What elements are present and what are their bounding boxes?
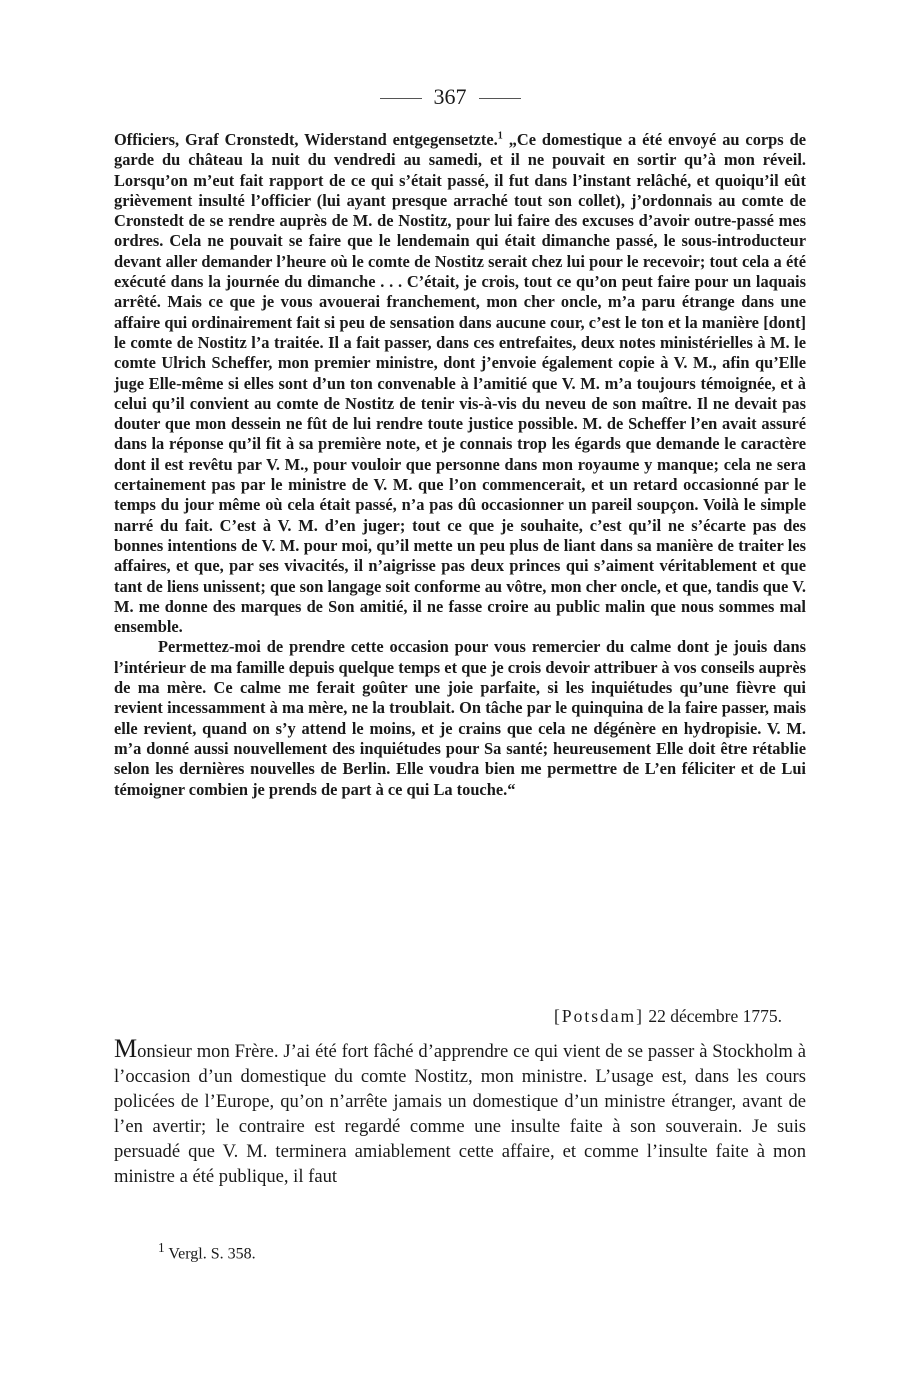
reply-initial: M [114, 1034, 138, 1063]
letter-paragraph-1 [114, 130, 806, 637]
letter-excerpt [114, 130, 806, 800]
footnote-marker: 1 [158, 1240, 165, 1255]
reply-paragraph [114, 1036, 806, 1190]
reply-text: onsieur mon Frère. J’ai été fort fâché d’apprendre ce qui vient de se passer à Stockholm à l’occasion d’un domestique du comte Nostitz, mon ministre. L’usage est, dans les cours policées de l’Europe, qu’on n’arrête jamais un domestique d’un ministre étranger, avant de l’en avertir; le contraire est regardé comme une insulte faite à son souverain. Je suis persuadé que V. M. terminera amiablement cette affaire, et comme l’insulte faite à mon ministre a été publique, il faut [114, 1041, 806, 1188]
dateline [554, 1004, 782, 1028]
page-number: 367 [433, 84, 467, 109]
page-header [0, 82, 900, 112]
footnote-reference: 1 [497, 130, 503, 142]
paragraph-1-opening: Officiers, Graf Cronstedt, Widerstand entgegensetzte. [114, 130, 498, 149]
header-rule-right [479, 98, 521, 99]
dateline-place: [Potsdam] [554, 1006, 644, 1026]
dateline-date: 22 décembre 1775. [643, 1006, 782, 1026]
reply-letter [114, 1036, 806, 1190]
footnote-text: Vergl. S. 358. [164, 1245, 256, 1263]
paragraph-1-body: „Ce domestique a été envoyé au corps de garde du château la nuit du vendredi au samedi, et il ne pouvait en sortir qu’à mon réveil. Lorsqu’on m’eut fait rapport de ce qui s’était passé, il fut dans l’instant relâché, et quoiqu’il eût grièvement insulté l’officier (lui ayant presque arraché tout son collet), j’ordonnais au comte de Cronstedt de se rendre auprès de M. de Nostitz, pour lui faire des excuses d’avoir outre-passé mes ordres. Cela ne pouvait se faire que le lendemain qui était dimanche passé, le sous-introducteur devant aller demander l’heure où le comte de Nostitz serait chez lui pour le recevoir; tout cela a été exécuté dans la journée du dimanche . . . C’était, je crois, tout ce qu’on peut faire pour un laquais arrêté. Mais ce que je vous avouerai franchement, mon cher oncle, m’a paru étrange dans une affaire qui ordinairement fait si peu de sensation dans aucune cour, c’est le ton et la manière [dont] le comte de Nostitz l’a traitée. Il a fait passer, dans ces entrefaites, deux notes ministérielles à M. le comte Ulrich Scheffer, mon premier ministre, dont j’envoie également copie à V. M., afin qu’Elle juge Elle-même si elles sont d’un ton convenable à l’amitié que V. M. m’a toujours témoignée, et à celui qu’il convient au comte de Nostitz de tenir vis-à-vis du neveu de son maître. Il ne devait pas douter que mon dessein ne fût de lui rendre toute justice possible. M. de Scheffer l’en avait assuré dans la réponse qu’il fit à sa première note, et je connais trop les égards que demande le caractère dont il est revêtu par V. M., pour vouloir que personne dans mon royaume y manque; cela ne sera certainement pas par le ministre de V. M. que l’on commencerait, et un retard occasionné par le temps du jour même où cela était passé, n’a pas dû occasionner un pareil soupçon. Voilà le simple narré du fait. C’est à V. M. d’en juger; tout ce que je souhaite, c’est qu’il ne s’écarte pas des bonnes intentions de V. M. pour moi, qu’il mette un peu plus de liant dans sa manière de traiter les affaires, et que, par ses vivacités, il n’aigrisse pas deux princes qui s’aiment véritablement et que tant de liens unissent; que son langage soit conforme au vôtre, mon cher oncle, et que, tandis que V. M. me donne des marques de Son amitié, il ne fasse croire au public malin que nous sommes mal ensemble. [114, 130, 806, 637]
header-rule-left [380, 98, 422, 99]
footnote [158, 1238, 256, 1264]
letter-paragraph-2: Permettez-moi de prendre cette occasion pour vous remercier du calme dont je jouis dans l’intérieur de ma famille depuis quelque temps et que je crois devoir attribuer à vos conseils auprès de ma mère. Ce calme me ferait goûter une joie parfaite, si les inquiétudes qu’une fièvre qui revient incessamment à ma mère, ne la troublait. On tâche par le quinquina de la faire passer, mais elle revient, quand on s’y attend le moins, et je crains que cela ne dégénère en hydropisie. V. M. m’a donné aussi nouvellement des inquiétudes pour Sa santé; heureusement Elle doit être rétablie selon les dernières nouvelles de Berlin. Elle voudra bien me permettre de L’en féliciter et de Lui témoigner combien je prends de part à ce qui La touche.“ [114, 637, 806, 799]
